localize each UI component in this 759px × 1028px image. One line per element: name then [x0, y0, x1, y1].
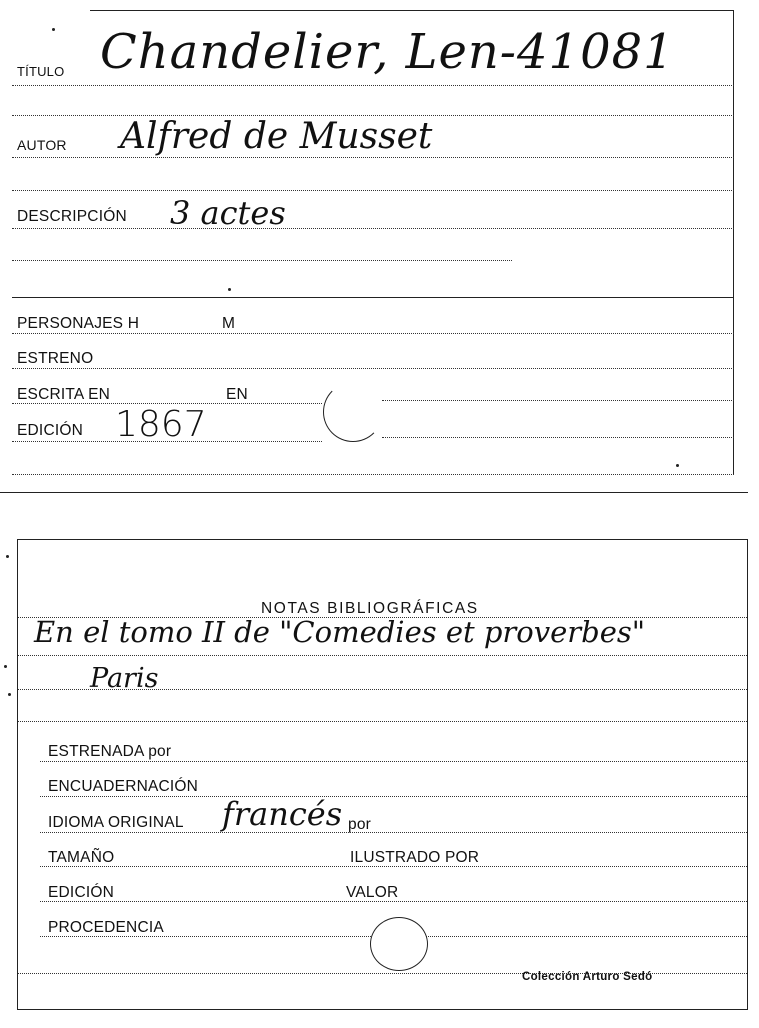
escrita-line-right: [382, 400, 734, 401]
titulo-value: Chandelier, Len-41081: [100, 24, 675, 80]
edicion-line-right: [382, 437, 734, 438]
back-card-right-border: [747, 539, 748, 1009]
estrenada-line: [40, 761, 747, 762]
back-card-top-border: [18, 539, 748, 540]
personajes-label: PERSONAJES H: [17, 315, 140, 332]
back-card-bottom-border: [17, 1009, 748, 1010]
tamano-line: [40, 866, 747, 867]
escrita-en-label: EN: [226, 386, 248, 403]
front-section-divider: [12, 297, 734, 298]
front-card-top-border: [90, 10, 733, 11]
speck: [676, 464, 679, 467]
autor-line: [12, 157, 734, 158]
collection-credit: Colección Arturo Sedó: [522, 971, 653, 983]
encuadernacion-label: ENCUADERNACIÓN: [48, 778, 199, 795]
front-punch-hole: [323, 382, 383, 442]
edicion-value: 1867: [115, 404, 207, 445]
back-card: [0, 495, 759, 1028]
notes-line-2: Paris: [90, 663, 159, 694]
back-punch-hole: [370, 917, 428, 971]
notas-line-2: [18, 655, 747, 656]
autor-label: AUTOR: [17, 137, 67, 153]
notes-line-1: En el tomo II de "Comedies et proverbes": [34, 615, 646, 649]
escrita-label: ESCRITA EN: [17, 386, 111, 403]
speck: [8, 693, 11, 696]
descripcion-label: DESCRIPCIÓN: [17, 208, 127, 225]
front-card-right-border: [733, 10, 734, 475]
descripcion-line: [12, 228, 734, 229]
encuadernacion-line: [40, 796, 747, 797]
estreno-line: [12, 368, 734, 369]
idioma-por-label: por: [348, 816, 372, 833]
personajes-m-label: M: [222, 315, 236, 332]
front-card-bottom-border: [0, 492, 748, 493]
descripcion-value: 3 actes: [170, 194, 286, 232]
notas-line-3: [18, 689, 747, 690]
idioma-line: [40, 832, 747, 833]
back-card-left-border: [17, 539, 18, 1009]
procedencia-label: PROCEDENCIA: [48, 919, 164, 936]
back-edicion-label: EDICIÓN: [48, 884, 114, 901]
edicion-line: [12, 441, 322, 442]
descripcion-line-2: [12, 260, 512, 261]
autor-value: Alfred de Musset: [120, 116, 433, 157]
autor-line-2: [12, 190, 734, 191]
estrenada-label: ESTRENADA por: [48, 743, 172, 760]
edicion-valor-line: [40, 901, 747, 902]
personajes-line: [12, 333, 734, 334]
front-card: [0, 0, 759, 495]
speck: [4, 665, 7, 668]
idioma-value: francés: [222, 795, 343, 833]
valor-label: VALOR: [346, 884, 399, 901]
speck: [6, 555, 9, 558]
edicion-label: EDICIÓN: [17, 422, 83, 439]
speck: [52, 28, 55, 31]
estreno-label: ESTRENO: [17, 350, 94, 367]
tamano-label: TAMAÑO: [48, 849, 115, 866]
speck: [228, 288, 231, 291]
titulo-label: TÍTULO: [17, 64, 65, 79]
titulo-line: [12, 85, 734, 86]
idioma-label: IDIOMA ORIGINAL: [48, 814, 184, 831]
notas-line-4: [18, 721, 747, 722]
notas-title: NOTAS BIBLIOGRÁFICAS: [261, 600, 479, 617]
front-bottom-line: [12, 474, 734, 475]
ilustrado-label: ILUSTRADO POR: [350, 849, 480, 866]
